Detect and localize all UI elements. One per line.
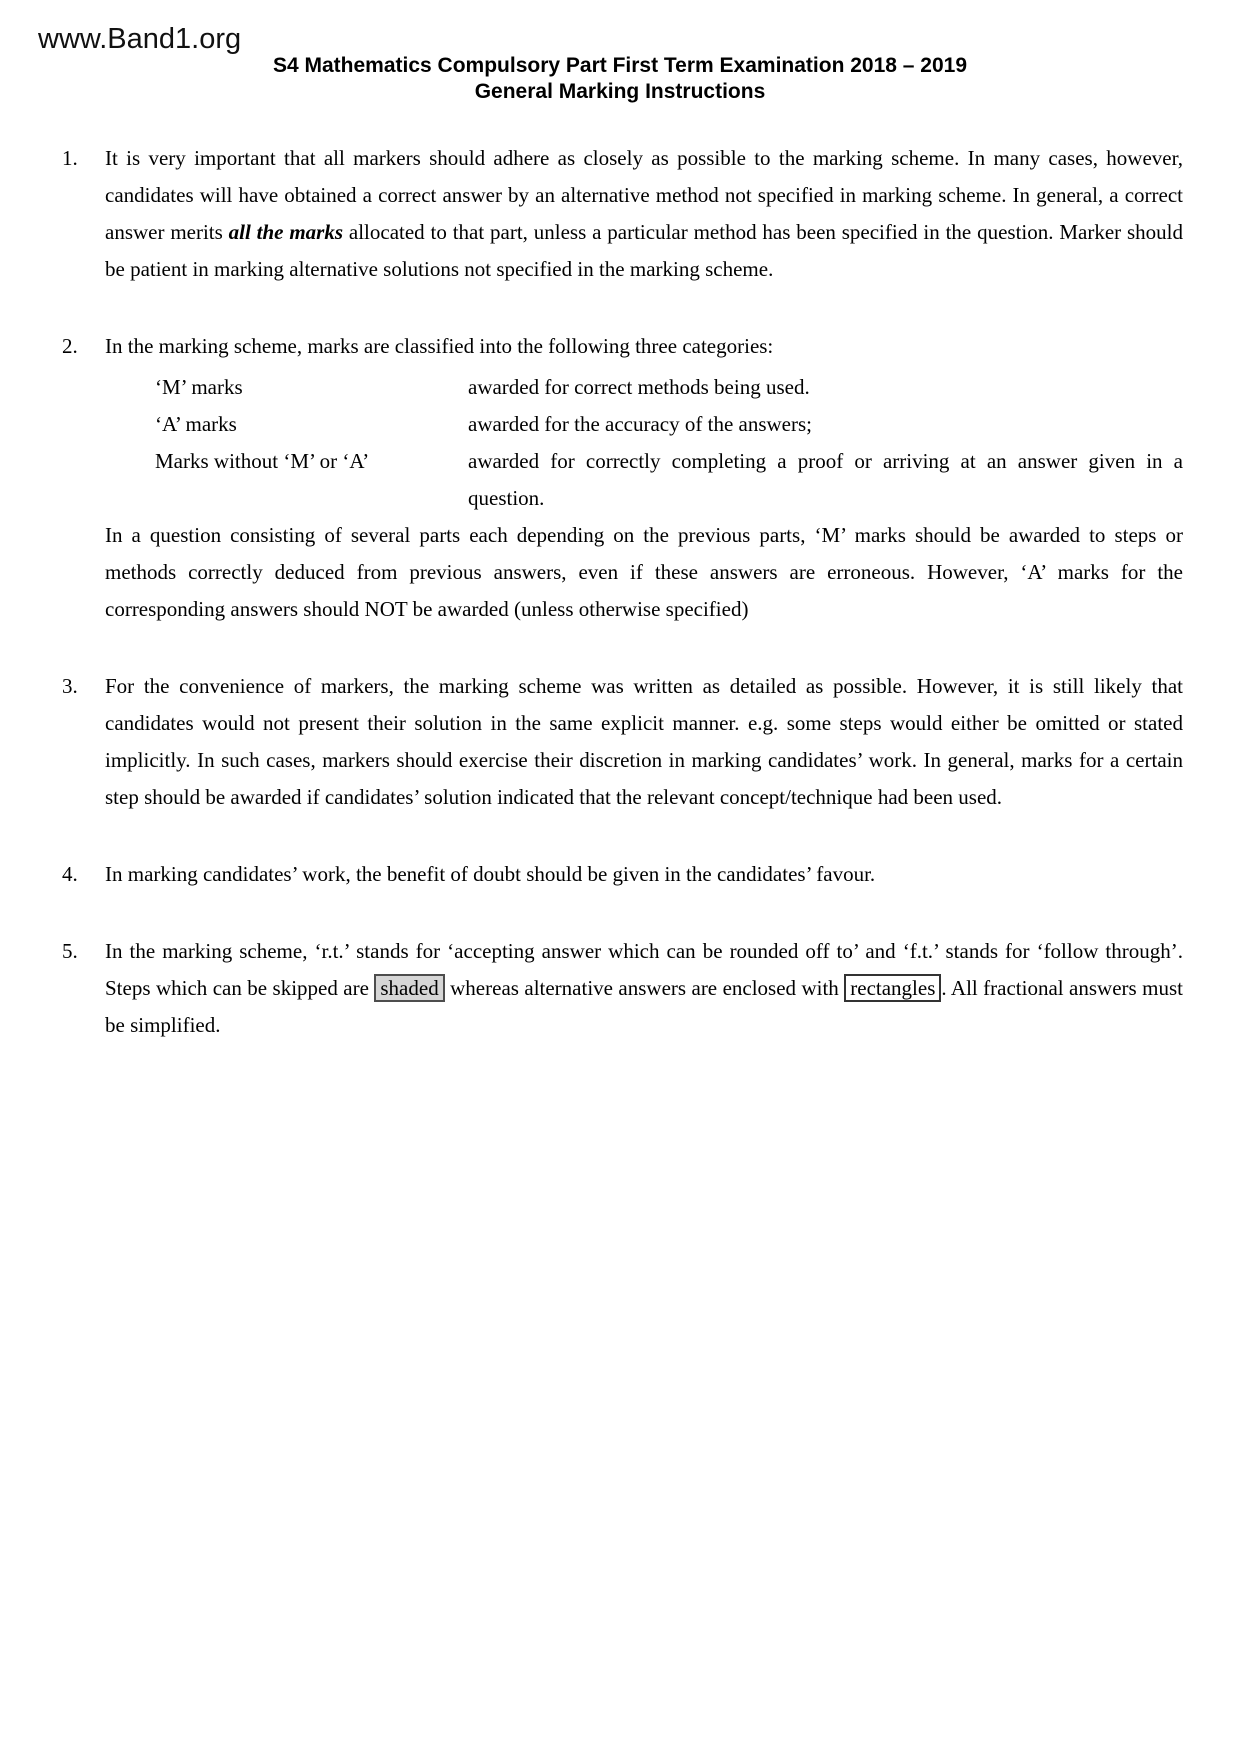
item-1-emphasis: all the marks	[228, 220, 344, 244]
item-2-intro: In the marking scheme, marks are classified into the following three categories:	[105, 334, 774, 358]
instruction-item-2	[62, 328, 1183, 628]
item-2-note: In a question consisting of several parts each depending on the previous parts, ‘M’ marks should be awarded to steps or methods correctly deduced from previous answers, even if these answers are erroneous. However, ‘A’ marks for the corresponding answers should NOT be awarded (unless otherwise specified)	[105, 523, 1183, 621]
item-5-number: 5.	[62, 939, 78, 963]
item-1-text-after: allocated to that part, unless a particular method has been specified in the question. Marker should be patient in marking alternative solutions not specified in the marking scheme.	[105, 220, 1183, 281]
category-description-marks-without: awarded for correctly completing a proof or arriving at an answer given in a question.	[468, 449, 1183, 510]
item-2-number: 2.	[62, 334, 78, 358]
instruction-item-4	[62, 856, 1183, 893]
item-5-text-part2: whereas alternative answers are enclosed with	[444, 976, 845, 1000]
item-1-text-before: It is very important that all markers should adhere as closely as possible to the marking scheme. In many cases, however, candidates will have obtained a correct answer by an alternative method not specified in marking scheme. In general, a correct answer merits	[105, 146, 1183, 244]
category-label-m-marks: ‘M’ marks	[155, 375, 243, 399]
item-4-text: In marking candidates’ work, the benefit of doubt should be given in the candidates’ favour.	[105, 862, 876, 886]
item-5-text-part3: . All fractional answers must be simplified.	[105, 976, 1183, 1037]
item-2-body	[105, 328, 1183, 628]
document-header	[0, 53, 1240, 105]
document-title-line1: S4 Mathematics Compulsory Part First Term Examination 2018 – 2019	[272, 54, 968, 77]
document-title-line2: General Marking Instructions	[474, 80, 766, 103]
category-label-marks-without: Marks without ‘M’ or ‘A’	[155, 449, 370, 473]
item-4-number: 4.	[62, 862, 78, 886]
category-description-m-marks: awarded for correct methods being used.	[468, 375, 810, 399]
table-row	[155, 369, 1183, 406]
mark-categories-table	[155, 369, 1183, 517]
table-row	[155, 406, 1183, 443]
instruction-item-5	[62, 933, 1183, 1044]
instruction-item-3	[62, 668, 1183, 816]
site-watermark: www.Band1.org	[38, 23, 242, 55]
item-3-text: For the convenience of markers, the marking scheme was written as detailed as possible. However, it is still likely that candidates would not present their solution in the same explicit manner. e.g. some steps would either be omitted or stated implicitly. In such cases, markers should exercise their discretion in marking candidates’ work. In general, marks for a certain step should be awarded if candidates’ solution indicated that the relevant concept/technique had been used.	[105, 674, 1183, 809]
instructions-list	[62, 140, 1183, 1044]
item-5-text-part1: In the marking scheme, ‘r.t.’ stands for ‘accepting answer which can be rounded off to’ and ‘f.t.’ stands for ‘follow through’. Steps which can be skipped are	[105, 939, 1183, 1000]
item-1-number: 1.	[62, 146, 78, 170]
item-5-text	[105, 933, 1183, 1044]
category-label-a-marks: ‘A’ marks	[155, 412, 237, 436]
category-description-a-marks: awarded for the accuracy of the answers;	[468, 412, 812, 436]
item-3-number: 3.	[62, 674, 78, 698]
table-row	[155, 443, 1183, 517]
shaded-word-sample: shaded	[374, 974, 444, 1002]
item-1-text	[105, 140, 1183, 288]
rectangle-word-sample: rectangles	[844, 974, 941, 1002]
instruction-item-1	[62, 140, 1183, 288]
